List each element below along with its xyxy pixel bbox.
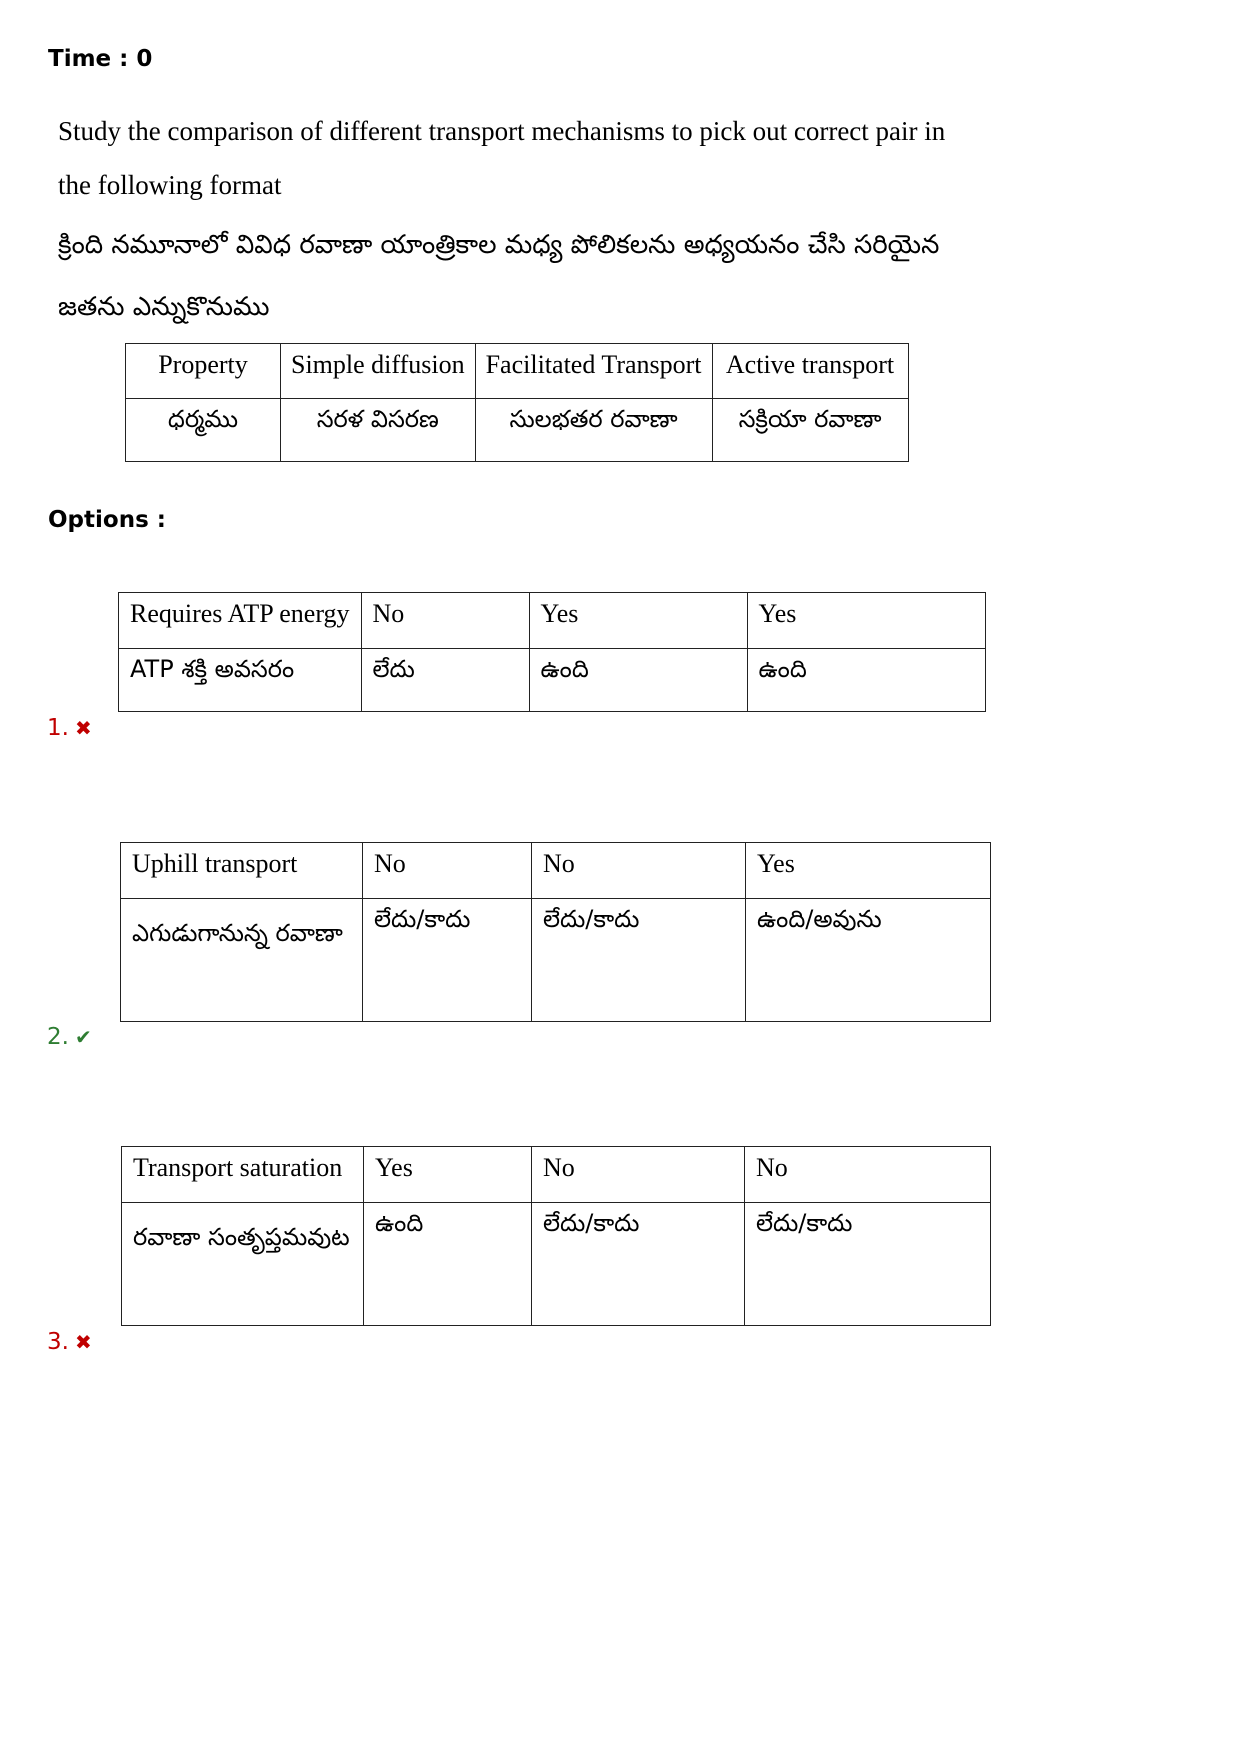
question-text-english: Study the comparison of different transport mechanisms to pick out correct pair in the following format xyxy=(58,116,946,200)
question-table-header-row xyxy=(126,344,909,399)
question-table-telugu-row xyxy=(126,399,909,462)
table-cell: ఎగుడుగానున్న రవాణా xyxy=(121,899,363,1022)
table-cell: Transport saturation xyxy=(122,1147,364,1203)
question-text-telugu: క్రింది నమూనాలో వివిధ రవాణా యాంత్రికాల మధ్య పోలికలను అధ్యయనం చేసి సరియైన జతను ఎన్నుకొనుము xyxy=(58,230,940,322)
table-cell: లేదు xyxy=(361,649,529,712)
table-cell: ఉంది xyxy=(529,649,747,712)
option-3-number xyxy=(47,1329,92,1355)
option-2-table[interactable] xyxy=(120,842,991,1022)
options-label: Options : xyxy=(48,507,166,533)
table-row xyxy=(119,593,986,649)
table-row xyxy=(119,649,986,712)
option-1-number xyxy=(47,715,92,741)
table-cell: No xyxy=(745,1147,991,1203)
table-cell: No xyxy=(361,593,529,649)
table-row xyxy=(121,899,991,1022)
table-cell: Yes xyxy=(364,1147,532,1203)
table-cell: No xyxy=(532,843,746,899)
table-cell: లేదు/కాదు xyxy=(532,899,746,1022)
table-cell: Yes xyxy=(746,843,991,899)
table-cell: Uphill transport xyxy=(121,843,363,899)
table-cell: ఉంది xyxy=(747,649,985,712)
option-number-label: 3. xyxy=(47,1329,69,1355)
table-cell: Active transport xyxy=(712,344,908,399)
time-label: Time : 0 xyxy=(48,46,153,72)
table-cell: సక్రియా రవాణా xyxy=(712,399,908,462)
option-1-table[interactable] xyxy=(118,592,986,712)
table-row xyxy=(122,1203,991,1326)
table-cell: Yes xyxy=(529,593,747,649)
table-cell: సరళ విసరణ xyxy=(281,399,476,462)
option-number-label: 2. xyxy=(47,1024,69,1050)
check-icon: ✔ xyxy=(74,1025,92,1049)
table-cell: ఉంది/అవును xyxy=(746,899,991,1022)
question-table xyxy=(125,343,909,462)
table-cell: No xyxy=(363,843,532,899)
table-cell: Property xyxy=(126,344,281,399)
table-cell: రవాణా సంతృప్తమవుట xyxy=(122,1203,364,1326)
table-cell: లేదు/కాదు xyxy=(532,1203,745,1326)
table-row xyxy=(122,1147,991,1203)
option-3-table[interactable] xyxy=(121,1146,991,1326)
table-cell: Simple diffusion xyxy=(281,344,476,399)
table-cell: లేదు/కాదు xyxy=(745,1203,991,1326)
option-2-number xyxy=(47,1024,92,1050)
table-cell: No xyxy=(532,1147,745,1203)
table-cell: Requires ATP energy xyxy=(119,593,362,649)
cross-icon: ✖ xyxy=(74,716,92,740)
option-number-label: 1. xyxy=(47,715,69,741)
table-cell: లేదు/కాదు xyxy=(363,899,532,1022)
table-cell: ధర్మము xyxy=(126,399,281,462)
table-cell: Yes xyxy=(747,593,985,649)
table-cell: ఉంది xyxy=(364,1203,532,1326)
table-cell: Facilitated Transport xyxy=(475,344,712,399)
table-cell: ATP శక్తి అవసరం xyxy=(119,649,362,712)
table-row xyxy=(121,843,991,899)
cross-icon: ✖ xyxy=(74,1330,92,1354)
table-cell: సులభతర రవాణా xyxy=(475,399,712,462)
